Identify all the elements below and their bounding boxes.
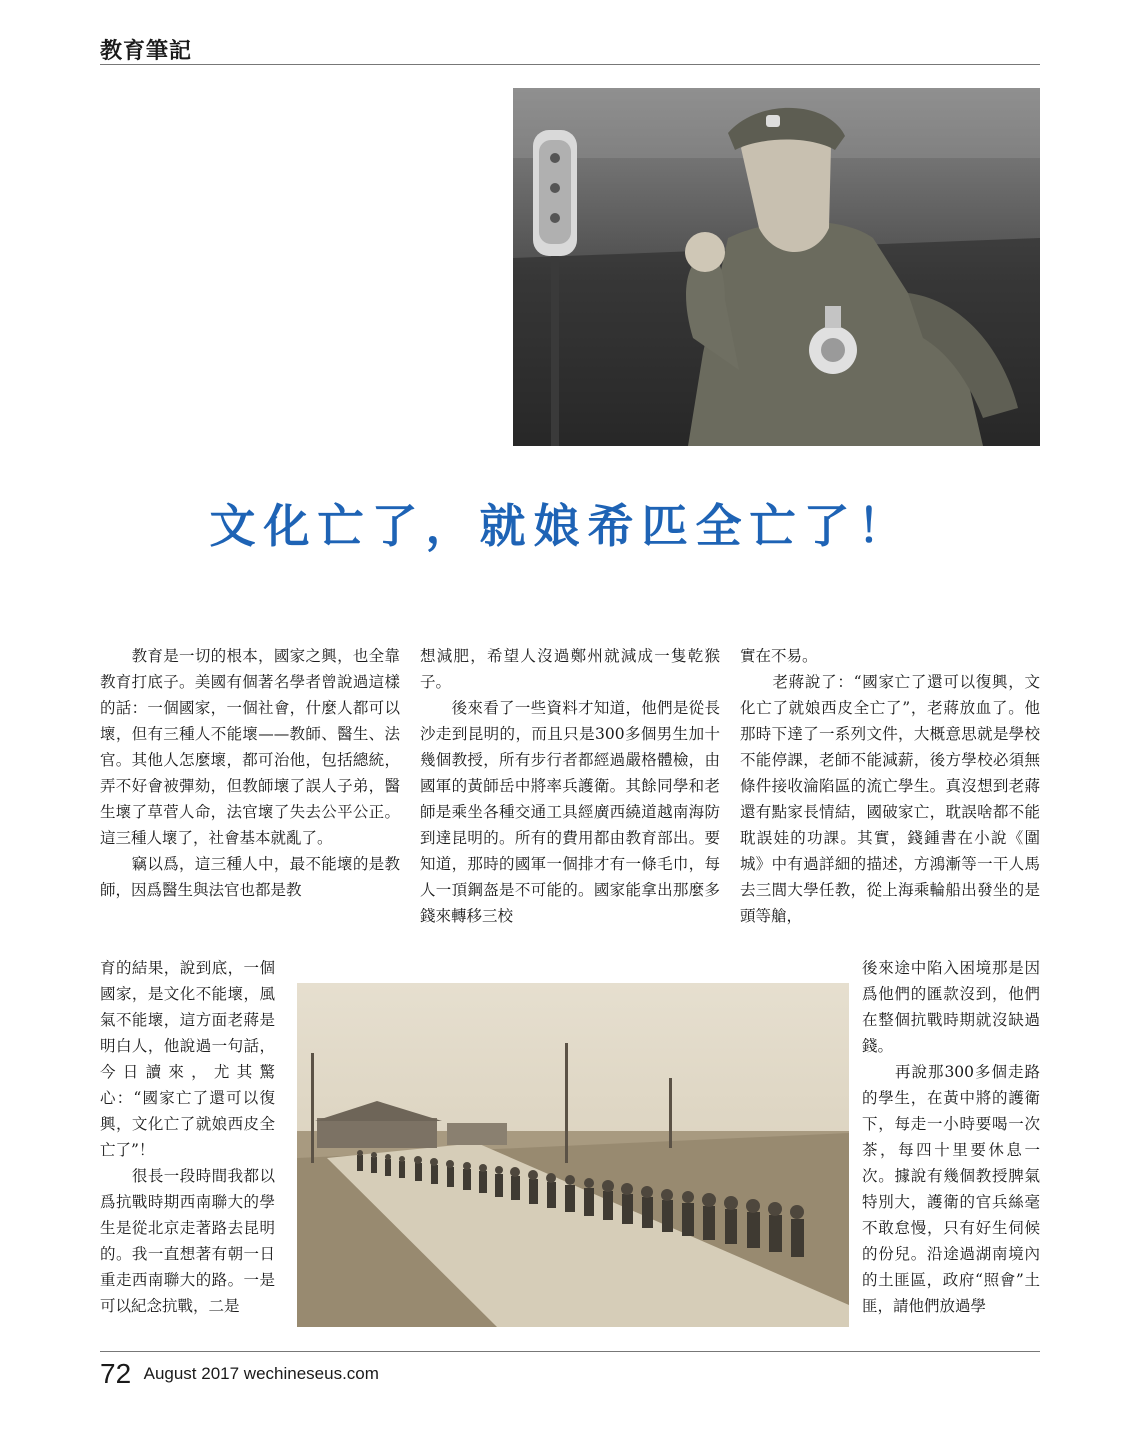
column3-top-text: 實在不易。 老蔣說了：“國家亡了還可以復興，文化亡了就娘西皮全亡了”，老蔣放血了。他那時下達了一系列文件，大概意思就是學校不能停課，老師不能減薪，後方學校必須無條件接收淪陷區的流亡學生。真沒想到老蔣還有點家長情結，國破家亡，耽誤啥都不能耽誤娃的功課。其實，錢鍾書在小說《圍城》中有過詳細的描述，方鴻漸等一干人馬去三閭大學任教，從上海乘輪船出發坐的是頭等艙，: [740, 647, 1040, 925]
top-divider: [100, 64, 1040, 65]
column3-bottom-text: 後來途中陷入困境那是因爲他們的匯款沒到，他們在整個抗戰時期就沒缺過錢。 再說那300多個走路的學生，在黃中將的護衛下，每走一小時要喝一次茶，每四十里要休息一次。據說有幾個教授脾氣特別大，護衛的官兵絲毫不敢怠慢，只有好生伺候的份兒。沿途過湖南境內的土匪區，政府“照會”土匪，請他們放過學: [862, 959, 1040, 1315]
page-footer: [100, 1358, 379, 1390]
speaker-photo: [513, 88, 1040, 446]
article-headline: 文化亡了，就娘希匹全亡了！: [209, 499, 912, 553]
column1-top-text: 教育是一切的根本，國家之興，也全靠教育打底子。美國有個著名學者曾說過這樣的話：一個國家，一個社會，什麼人都可以壞，但有三種人不能壞——教師、醫生、法官。其他人怎麼壞，都可治他，包括總統，弄不好會被彈劾，但教師壞了誤人子弟，醫生壞了草菅人命，法官壞了失去公平公正。這三種人壞了，社會基本就亂了。 竊以爲，這三種人中，最不能壞的是教師，因爲醫生與法官也都是教: [100, 647, 400, 899]
marching-students-photo: [297, 983, 849, 1327]
column2-text: 想減肥，希望人沒過鄭州就減成一隻乾猴子。 後來看了一些資料才知道，他們是從長沙走到昆明的，而且只是300多個男生加十幾個教授，所有步行者都經過嚴格體檢，由國軍的黃師岳中將率兵護衛。其餘同學和老師是乘坐各種交通工具經廣西繞道越南海防到達昆明的。所有的費用都由教育部出。要知道，那時的國軍一個排才有一條毛巾，每人一頂鋼盔是不可能的。國家能拿出那麼多錢來轉移三校: [420, 647, 720, 925]
column1-bottom-text: 育的結果，說到底，一個國家，是文化不能壞，風氣不能壞，這方面老蔣是明白人，他說過一句話，今日讀來，尤其驚心：“國家亡了還可以復興，文化亡了就娘西皮全亡了”！ 很長一段時間我都以爲抗戰時期西南聯大的學生是從北京走著路去昆明的。我一直想著有朝一日重走西南聯大的路。一是可以紀念抗戰，二是: [100, 959, 275, 1315]
page-number: 72: [100, 1358, 132, 1389]
bottom-divider: [100, 1351, 1040, 1352]
footer-info: August 2017 wechineseus.com: [143, 1364, 379, 1383]
section-title: 教育筆記: [100, 39, 193, 64]
